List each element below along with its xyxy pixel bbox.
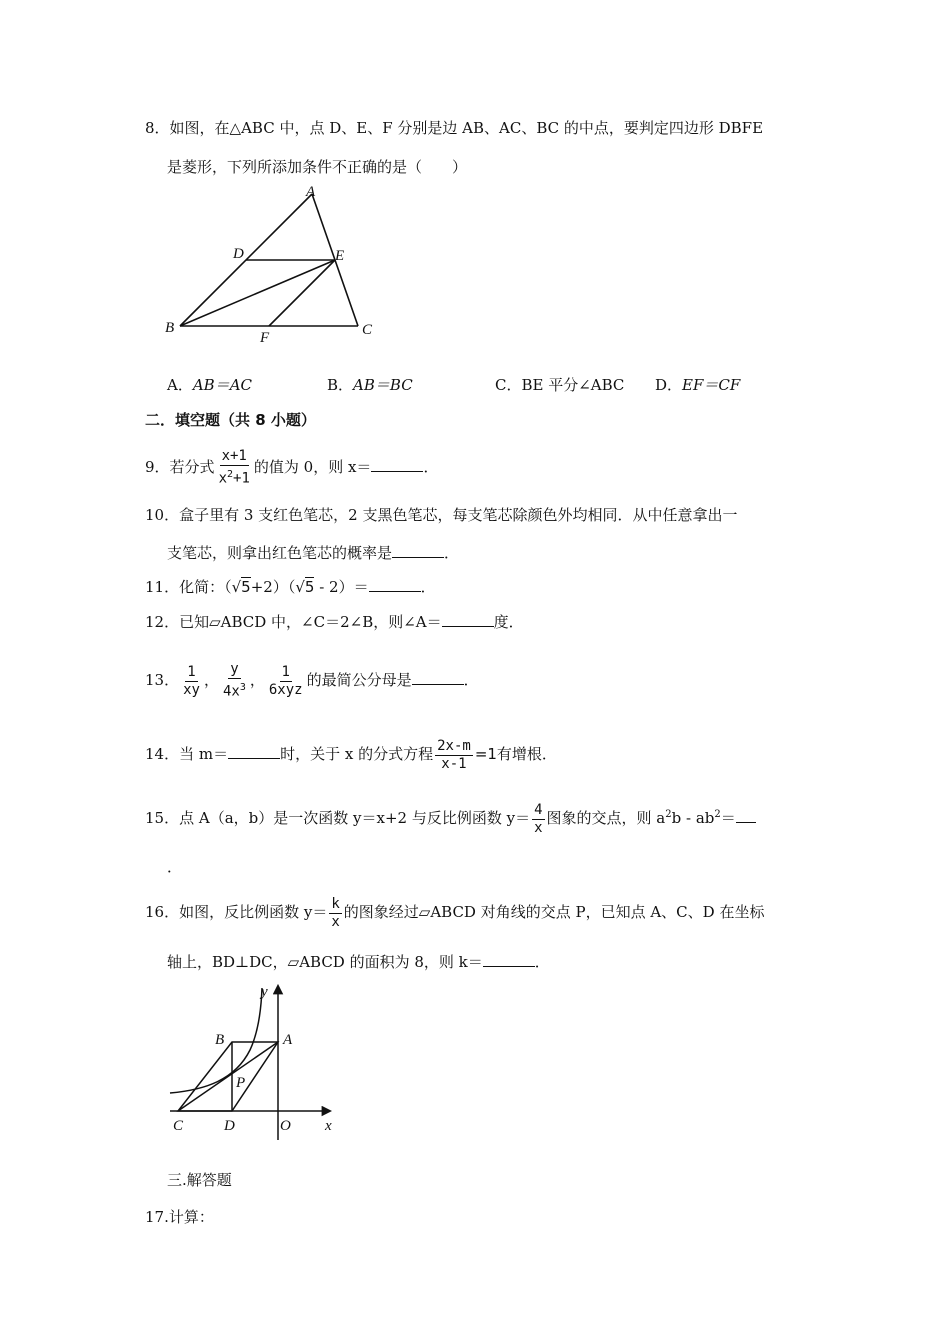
label-x: x [325, 1118, 332, 1134]
question-15-line2: ． [167, 858, 183, 876]
answer-blank [736, 808, 756, 823]
segment-ef [269, 260, 335, 326]
sqrt-5: √5 [231, 578, 251, 596]
question-8-line2: 是菱形，下列所添加条件不正确的是（ ） [167, 158, 468, 176]
label-c: C [362, 322, 373, 338]
question-15: 15．点 A（a，b）是一次函数 y＝x+2 与反比例函数 y＝ $\frac{4}{x}$ 图象的交点，则 $a^2b - ab^2=$ [145, 792, 756, 841]
fraction: $\frac{2x-m}{x-1}$ [437, 737, 471, 772]
section-2-title: 二．填空题（共 8 小题） [145, 411, 316, 429]
label-a: A [283, 1032, 293, 1048]
label-b: B [165, 320, 175, 336]
label-b: B [215, 1032, 225, 1048]
question-11: 11．化简：（√5+2）（√5 - 2）＝ ． [145, 578, 436, 596]
answer-blank [412, 670, 464, 685]
sqrt-5: √5 [295, 578, 315, 596]
fraction: $\frac{x+1}{x^2+1}$ [218, 448, 250, 487]
answer-blank [369, 577, 421, 592]
question-8-line1: 8．如图，在△ABC 中，点 D、E、F 分别是边 AB、AC、BC 的中点，要判定四边形 DBFE [145, 119, 764, 137]
coordinate-figure [165, 980, 350, 1140]
label-y: y [261, 984, 268, 1000]
fraction: $\frac{1}{xy}$ [183, 663, 200, 698]
question-14: 14．当 m＝ 时，关于 x 的分式方程 $\frac{2x-m}{x-1}$ =1有增根． [145, 737, 557, 772]
label-d: D [224, 1118, 235, 1134]
question-16-line1: 16．如图，反比例函数 y＝ $\frac{k}{x}$ 的图象经过▱ABCD 对角线的交点 P，已知点 A、C、D 在坐标 [145, 895, 765, 930]
fraction: $\frac{4}{x}$ [534, 801, 543, 836]
answer-blank [228, 744, 280, 759]
option-b: B．AB＝BC [327, 376, 413, 394]
section-3-title: 三.解答题 [167, 1171, 232, 1189]
label-c: C [173, 1118, 184, 1134]
answer-blank [371, 457, 423, 472]
question-12: 12．已知▱ABCD 中，∠C＝2∠B，则∠A＝ 度． [145, 613, 524, 631]
answer-blank [392, 543, 444, 558]
question-17: 17.计算： [145, 1208, 214, 1226]
diagonal-ac [178, 1042, 278, 1111]
label-o: O [280, 1118, 291, 1134]
question-13: 13． $\frac{1}{xy}$ ， $\frac{y}{4x^3}$ ， $\frac{1}{\text{6xyz}}$ 的最简公分母是 ． [145, 661, 479, 700]
answer-blank [442, 612, 494, 627]
option-a: A．AB＝AC [167, 376, 253, 394]
segment-be [180, 260, 335, 326]
option-c: C．BE 平分∠ABC [495, 376, 625, 394]
label-p: P [236, 1075, 246, 1091]
label-a: A [306, 184, 316, 200]
question-10-line1: 10．盒子里有 3 支红色笔芯，2 支黑色笔芯，每支笔芯除颜色外均相同．从中任意拿出一 [145, 506, 738, 524]
label-e: E [335, 248, 345, 264]
triangle-figure [160, 182, 390, 347]
option-d: D．EF＝CF [655, 376, 741, 394]
answer-blank [483, 952, 535, 967]
fraction: $\frac{1}{\text{6xyz}}$ [268, 663, 303, 698]
label-d: D [233, 246, 244, 262]
label-f: F [260, 330, 270, 346]
fraction: $\frac{y}{4x^3}$ [222, 661, 246, 700]
question-9: 9．若分式 $\frac{x+1}{x^2+1}$ 的值为 0，则 x＝ ． [145, 448, 439, 487]
question-16-line2: 轴上，BD⊥DC，▱ABCD 的面积为 8，则 k＝ ． [167, 953, 550, 971]
question-10-line2: 支笔芯，则拿出红色笔芯的概率是 ． [167, 544, 460, 562]
fraction: $\frac{k}{x}$ [331, 895, 340, 930]
